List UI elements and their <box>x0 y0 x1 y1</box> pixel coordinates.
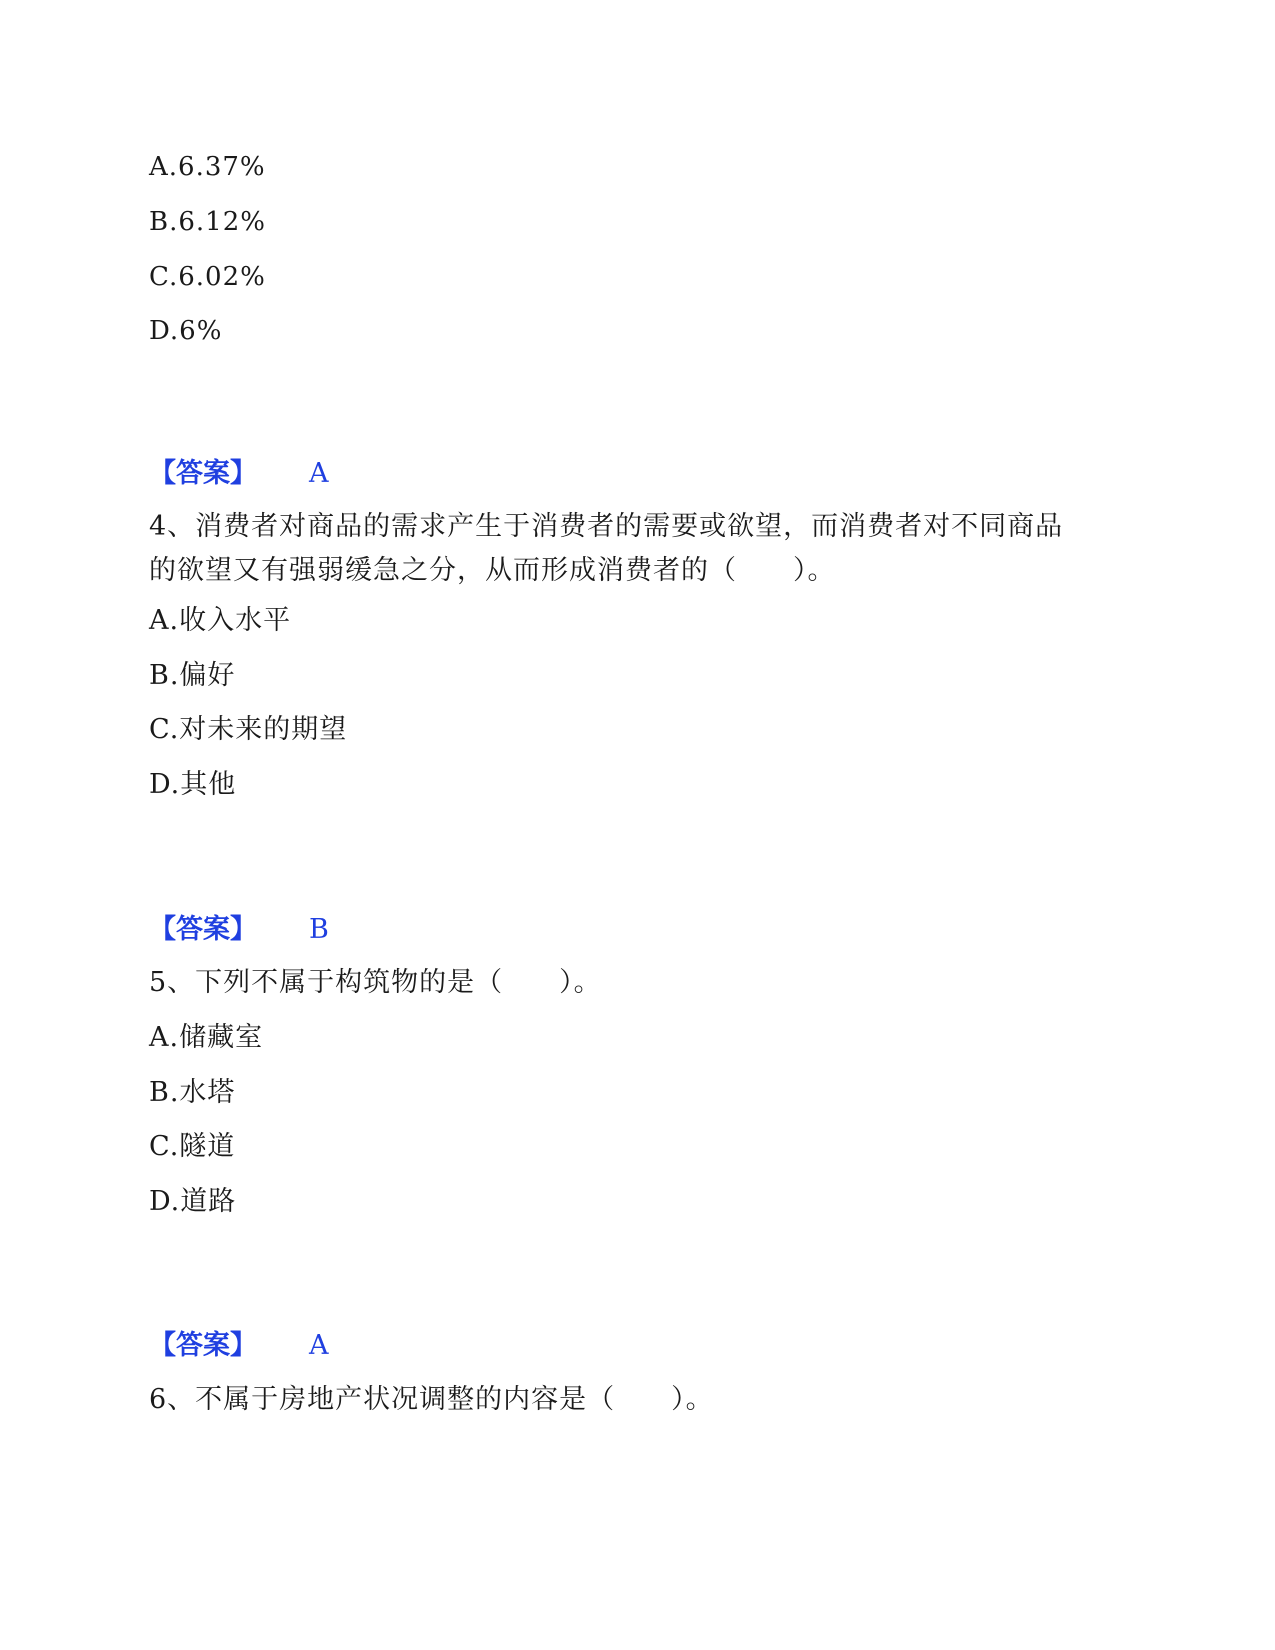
answer-label: 【答案】 <box>149 458 257 489</box>
answer-label: 【答案】 <box>149 1330 257 1361</box>
answer-label: 【答案】 <box>149 914 257 945</box>
q4-answer <box>149 913 329 947</box>
q5-stem: 5、下列不属于构筑物的是（ ）。 <box>149 967 602 998</box>
q4-option-d: D.其他 <box>149 769 237 800</box>
answer-value: A <box>309 458 329 489</box>
q3-option-b: B.6.12% <box>149 207 266 237</box>
q4-option-c: C.对未来的期望 <box>149 714 348 745</box>
answer-value: B <box>309 914 329 945</box>
q4-stem-line1: 4、消费者对商品的需求产生于消费者的需要或欲望，而消费者对不同商品 <box>149 511 1064 542</box>
q5-answer <box>149 1329 329 1363</box>
answer-value: A <box>309 1330 329 1361</box>
q3-option-a: A.6.37% <box>149 152 266 182</box>
q3-option-c: C.6.02% <box>149 262 266 292</box>
q4-option-b: B.偏好 <box>149 660 236 691</box>
q4-stem-line2: 的欲望又有强弱缓急之分，从而形成消费者的（ ）。 <box>149 555 836 586</box>
q4-option-a: A.收入水平 <box>149 605 292 636</box>
q5-option-b: B.水塔 <box>149 1077 236 1108</box>
q5-option-d: D.道路 <box>149 1186 237 1217</box>
q5-option-c: C.隧道 <box>149 1131 236 1162</box>
q4-stem <box>149 505 1129 593</box>
q5-option-a: A.储藏室 <box>149 1022 264 1053</box>
q3-option-d: D.6% <box>149 316 223 346</box>
q3-answer <box>149 457 329 491</box>
q6-stem: 6、不属于房地产状况调整的内容是（ ）。 <box>149 1384 714 1415</box>
